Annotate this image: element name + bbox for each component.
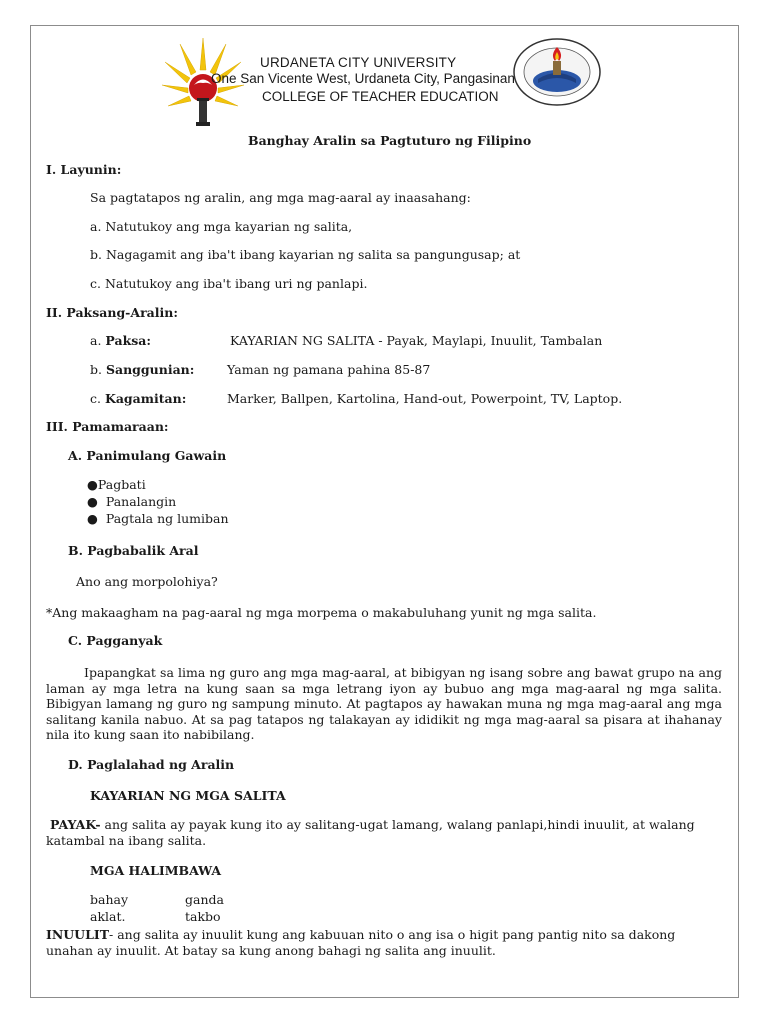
layunin-item: a. Natutukoy ang mga kayarian ng salita, bbox=[90, 219, 353, 234]
paksang-aralin-heading: II. Paksang-Aralin: bbox=[46, 305, 178, 320]
document-title: Banghay Aralin sa Pagtuturo ng Filipino bbox=[248, 133, 532, 148]
university-name: URDANETA CITY UNIVERSITY bbox=[260, 55, 457, 70]
paksa-value: KAYARIAN NG SALITA - Payak, Maylapi, Inuulit, Tambalan bbox=[230, 333, 603, 348]
row-prefix: b. bbox=[90, 362, 106, 377]
layunin-item: c. Natutukoy ang iba't ibang uri ng panlapi. bbox=[90, 276, 368, 291]
bullet-text: Pagtala ng lumiban bbox=[105, 511, 229, 526]
panimulang-gawain-heading: A. Panimulang Gawain bbox=[68, 448, 227, 463]
layunin-intro: Sa pagtatapos ng aralin, ang mga mag-aaral ay inaasahang: bbox=[90, 190, 471, 205]
university-address: One San Vicente West, Urdaneta City, Pangasinan bbox=[211, 71, 515, 86]
example-word: takbo bbox=[185, 909, 221, 924]
bullet-icon: ● bbox=[87, 511, 98, 526]
bullet-icon: ● bbox=[87, 494, 98, 509]
row-prefix: c. bbox=[90, 391, 105, 406]
kagamitan-row bbox=[90, 391, 186, 406]
example-word: ganda bbox=[185, 892, 224, 907]
bullet-icon: ● bbox=[87, 477, 98, 492]
inuulit-paragraph bbox=[46, 927, 726, 958]
review-question: Ano ang morpolohiya? bbox=[76, 574, 218, 589]
college-name: COLLEGE OF TEACHER EDUCATION bbox=[262, 89, 499, 104]
halimbawa-heading: MGA HALIMBAWA bbox=[90, 863, 222, 878]
example-word: aklat. bbox=[90, 909, 126, 924]
bullet-text: Panalangin bbox=[105, 494, 177, 509]
bullet-item bbox=[87, 511, 229, 526]
kagamitan-value: Marker, Ballpen, Kartolina, Hand-out, Powerpoint, TV, Laptop. bbox=[227, 391, 623, 406]
pagganyak-heading: C. Pagganyak bbox=[68, 633, 163, 648]
sanggunian-row bbox=[90, 362, 194, 377]
pagbabalik-aral-heading: B. Pagbabalik Aral bbox=[68, 543, 199, 558]
university-seal-right bbox=[512, 37, 602, 107]
row-prefix: a. bbox=[90, 333, 106, 348]
review-answer: *Ang makaagham na pag-aaral ng mga morpema o makabuluhang yunit ng mga salita. bbox=[46, 605, 597, 620]
sanggunian-value: Yaman ng pamana pahina 85-87 bbox=[227, 362, 431, 377]
pamamaraan-heading: III. Pamamaraan: bbox=[46, 419, 169, 434]
paglalahad-heading: D. Paglalahad ng Aralin bbox=[68, 757, 235, 772]
payak-paragraph bbox=[46, 817, 720, 848]
payak-text: ang salita ay payak kung ito ay salitang-ugat lamang, walang panlapi,hindi inuulit, at walang katambal na ibang salita. bbox=[46, 817, 695, 848]
bullet-text: Pagbati bbox=[97, 477, 146, 492]
pagganyak-paragraph bbox=[46, 665, 722, 743]
pagganyak-text: Ipapangkat sa lima ng guro ang mga mag-aaral, at bibigyan ng isang sobre ang bawat grupo na ang laman ay mga letra na kung saan sa mga letrang iyon ay bubuo ang mga mag-aaral ng mga salita. Bibigyan lamang ng guro ng sampung minuto. At pagtapos ay hawakan muna ng mga mag-aaral ang mga salitang kanila nabuo. At sa pag tatapos ng talakayan ay ididikit ng mga mag-aaral sa pisara at ihahanay nila ito kung saan ito nabibilang. bbox=[46, 665, 722, 742]
layunin-item: b. Nagagamit ang iba't ibang kayarian ng salita sa pangungusap; at bbox=[90, 247, 521, 262]
bullet-item bbox=[87, 477, 146, 492]
example-word: bahay bbox=[90, 892, 129, 907]
row-label: Kagamitan: bbox=[104, 391, 187, 406]
inuulit-term: INUULIT bbox=[46, 927, 110, 942]
inuulit-text: - ang salita ay inuulit kung ang kabuuan nito o ang isa o higit pang pantig nito sa dakong unahan ay inuulit. At batay sa kung anong bahagi ng salita ang inuulit. bbox=[46, 927, 676, 958]
paksa-row bbox=[90, 333, 151, 348]
kayarian-heading: KAYARIAN NG MGA SALITA bbox=[90, 788, 286, 803]
layunin-heading: I. Layunin: bbox=[46, 162, 122, 177]
row-label: Paksa: bbox=[105, 333, 151, 348]
row-label: Sanggunian: bbox=[105, 362, 195, 377]
payak-term: PAYAK- bbox=[49, 817, 101, 832]
bullet-item bbox=[87, 494, 176, 509]
